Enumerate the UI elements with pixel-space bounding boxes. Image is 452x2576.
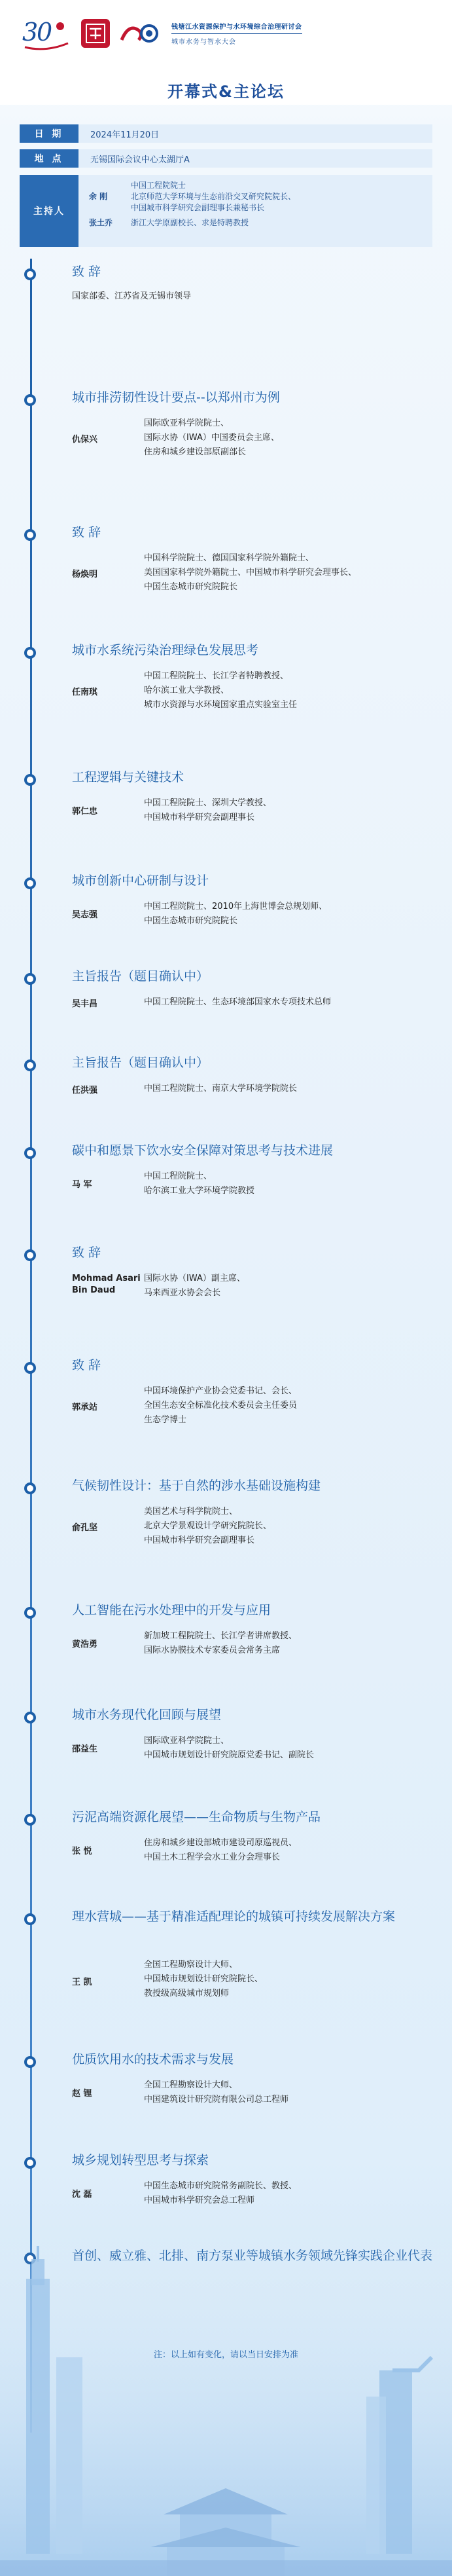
session-bio: 马来西亚水协会会长 bbox=[144, 1288, 221, 1298]
timeline-dot-icon bbox=[24, 2157, 36, 2169]
logo-bar bbox=[20, 10, 302, 56]
host-title: 中国城市科学研究会副理事长兼秘书长 bbox=[131, 203, 265, 212]
session-topic: 致 辞 bbox=[72, 1245, 101, 1260]
session-bio: 美国艺术与科学院院士、 bbox=[144, 1507, 238, 1517]
speaker-name: 任南琪 bbox=[72, 688, 98, 697]
timeline-dot-icon bbox=[24, 1147, 36, 1159]
session-bio: 国际水协（IWA）中国委员会主席、 bbox=[144, 433, 279, 443]
host-label: 主持人 bbox=[20, 175, 78, 247]
session-bio: 住房和城乡建设部城市建设司原巡视员、 bbox=[144, 1838, 298, 1848]
speaker-name: 郭承站 bbox=[72, 1403, 98, 1412]
session-bio: 国家部委、江苏省及无锡市领导 bbox=[72, 291, 192, 301]
timeline-dot-icon bbox=[24, 394, 36, 406]
timeline-dot-icon bbox=[24, 1362, 36, 1374]
session-bio: 哈尔滨工业大学教授、 bbox=[144, 686, 230, 695]
session-topic: 城市排涝韧性设计要点--以郑州市为例 bbox=[72, 390, 280, 405]
session-bio: 中国城市科学研究会副理事长 bbox=[144, 1536, 255, 1545]
host-entry bbox=[89, 202, 296, 213]
speaker-name: 马 军 bbox=[72, 1180, 92, 1190]
svg-text:0: 0 bbox=[37, 18, 53, 46]
page-title: 开幕式&主论坛 bbox=[167, 83, 285, 101]
place-value: 无锡国际会议中心太湖厅A bbox=[90, 155, 190, 165]
footer-note: 注：以上如有变化，请以当日安排为准 bbox=[153, 2350, 298, 2360]
svg-text:3: 3 bbox=[22, 18, 39, 46]
place-label: 地 点 bbox=[20, 149, 78, 168]
timeline-dot-icon bbox=[24, 1913, 36, 1925]
session-topic: 碳中和愿景下饮水安全保障对策思考与技术进展 bbox=[72, 1143, 334, 1158]
session-bio: 中国工程院院士、 bbox=[144, 1171, 213, 1181]
speaker-name: 沈 磊 bbox=[72, 2190, 92, 2199]
session-topic: 主旨报告（题目确认中） bbox=[72, 1056, 209, 1070]
session-bio: 住房和城乡建设部原副部长 bbox=[144, 447, 247, 457]
session-bio: 全国工程勘察设计大师、 bbox=[144, 2080, 238, 2090]
session-bio: 中国生态城市研究院院长 bbox=[144, 582, 238, 592]
timeline-dot-icon bbox=[24, 529, 36, 541]
session-topic: 主旨报告（题目确认中） bbox=[72, 969, 209, 984]
timeline-dot-icon bbox=[24, 1059, 36, 1071]
session-bio: 中国土木工程学会水工业分会理事长 bbox=[144, 1852, 281, 1862]
session-topic: 致 辞 bbox=[72, 265, 101, 279]
host-name: 张土乔 bbox=[89, 218, 113, 227]
speaker-name: 邵益生 bbox=[72, 1744, 98, 1754]
host-entry bbox=[89, 180, 296, 191]
session-bio: 新加坡工程院院士、长江学者讲席教授、 bbox=[144, 1631, 298, 1641]
timeline-dot-icon bbox=[24, 1814, 36, 1826]
timeline-dot-icon bbox=[24, 1482, 36, 1494]
speaker-name: 吴志强 bbox=[72, 910, 98, 920]
session-topic: 气候韧性设计：基于自然的涉水基础设施构建 bbox=[72, 1479, 321, 1493]
session-topic: 优质饮用水的技术需求与发展 bbox=[72, 2052, 234, 2067]
speaker-name: Mohmad Asari Bin Daud bbox=[72, 1274, 141, 1295]
session-bio: 城市水资源与水环境国家重点实验室主任 bbox=[144, 700, 298, 710]
session-bio: 中国环境保护产业协会党委书记、会长、 bbox=[144, 1386, 298, 1396]
session-topic: 致 辞 bbox=[72, 1358, 101, 1372]
session-bio: 北京大学景观设计学研究院院长、 bbox=[144, 1521, 272, 1531]
session-bio: 全国工程勘察设计大师、 bbox=[144, 1960, 238, 1970]
conference-name bbox=[171, 21, 302, 46]
session-bio: 全国生态安全标准化技术委员会主任委员 bbox=[144, 1401, 298, 1410]
session-bio: 中国城市规划设计研究院原党委书记、副院长 bbox=[144, 1750, 315, 1760]
host-title: 北京师范大学环境与生态前沿交叉研究院院长、 bbox=[131, 192, 296, 201]
conference-name-line1: 钱塘江水资源保护与水环境综合治理研讨会 bbox=[171, 24, 302, 31]
session-bio: 美国国家科学院外籍院士、中国城市科学研究会理事长、 bbox=[144, 568, 357, 578]
session-bio: 生态学博士 bbox=[144, 1415, 187, 1425]
timeline-dot-icon bbox=[24, 268, 36, 280]
speaker-name: 黄浩勇 bbox=[72, 1640, 98, 1649]
session-topic: 城乡规划转型思考与探索 bbox=[72, 2153, 209, 2167]
speaker-name: 仇保兴 bbox=[72, 435, 98, 445]
host-title: 浙江大学原副校长、求是特聘教授 bbox=[131, 218, 249, 227]
speaker-name: 王 凯 bbox=[72, 1978, 92, 1987]
host-title: 中国工程院院士 bbox=[131, 181, 186, 190]
speaker-name: 俞孔坚 bbox=[72, 1523, 98, 1533]
session-bio: 教授级高级城市规划师 bbox=[144, 1989, 230, 1998]
timeline-dot-icon bbox=[24, 774, 36, 786]
session-topic: 城市水务现代化回顾与展望 bbox=[72, 1708, 222, 1722]
organizer-logo bbox=[81, 19, 110, 48]
header bbox=[0, 0, 452, 105]
session-bio: 国际水协膜技术专家委员会常务主席 bbox=[144, 1646, 281, 1655]
session-topic: 致 辞 bbox=[72, 525, 101, 540]
session-bio: 中国科学院院士、德国国家科学院外籍院士、 bbox=[144, 553, 315, 563]
host-list bbox=[78, 175, 296, 247]
timeline-dot-icon bbox=[24, 647, 36, 659]
timeline-dot-icon bbox=[24, 973, 36, 985]
timeline-dot-icon bbox=[24, 1249, 36, 1261]
session-topic: 城市创新中心研制与设计 bbox=[72, 874, 209, 888]
timeline-dot-icon bbox=[24, 1607, 36, 1619]
timeline-dot-icon bbox=[24, 2056, 36, 2068]
host-entry bbox=[89, 217, 296, 229]
session-bio: 国际欧亚科学院院士、 bbox=[144, 418, 230, 428]
session-bio: 中国城市科学研究会总工程师 bbox=[144, 2196, 255, 2205]
session-bio: 中国生态城市研究院常务副院长、教授、 bbox=[144, 2181, 298, 2191]
session-bio: 中国工程院院士、生态环境部国家水专项技术总师 bbox=[144, 997, 332, 1007]
session-topic: 城市水系统污染治理绿色发展思考 bbox=[72, 643, 259, 657]
session-bio: 中国工程院院士、南京大学环境学院院长 bbox=[144, 1084, 298, 1094]
session-topic: 理水营城——基于精准适配理论的城镇可持续发展解决方案 bbox=[72, 1909, 396, 1924]
conference-name-line2: 城市水务与智水大会 bbox=[171, 33, 302, 46]
speaker-name: 赵 锂 bbox=[72, 2089, 92, 2099]
session-bio: 哈尔滨工业大学环境学院教授 bbox=[144, 1186, 255, 1196]
speaker-name: 杨焕明 bbox=[72, 570, 98, 580]
date-row bbox=[20, 124, 432, 143]
session-bio: 中国生态城市研究院院长 bbox=[144, 916, 238, 926]
host-row bbox=[20, 175, 432, 247]
session-bio: 国际水协（IWA）副主席、 bbox=[144, 1274, 245, 1283]
session-bio: 国际欧亚科学院院士、 bbox=[144, 1736, 230, 1746]
session-bio: 中国工程院院士、2010年上海世博会总规划师、 bbox=[144, 902, 328, 911]
timeline-dot-icon bbox=[24, 877, 36, 889]
speaker-name: 郭仁忠 bbox=[72, 807, 98, 817]
speaker-name: 张 悦 bbox=[72, 1847, 92, 1856]
session-bio: 中国城市科学研究会副理事长 bbox=[144, 813, 255, 822]
timeline-line bbox=[30, 259, 32, 2433]
date-label: 日 期 bbox=[20, 124, 78, 143]
session-bio: 中国工程院院士、长江学者特聘教授、 bbox=[144, 671, 289, 681]
session-topic: 污泥高端资源化展望——生命物质与生物产品 bbox=[72, 1810, 321, 1824]
city-skyline-illustration bbox=[0, 2239, 452, 2576]
session-bio: 中国工程院院士、深圳大学教授、 bbox=[144, 798, 272, 808]
session-topic: 工程逻辑与关键技术 bbox=[72, 770, 184, 784]
timeline-dot-icon bbox=[24, 1712, 36, 1723]
speaker-name: 任洪强 bbox=[72, 1086, 98, 1095]
session-bio: 中国建筑设计研究院有限公司总工程师 bbox=[144, 2095, 289, 2105]
session-bio: 中国城市规划设计研究院院长、 bbox=[144, 1974, 264, 1984]
place-row bbox=[20, 149, 432, 168]
speaker-name: 吴丰昌 bbox=[72, 999, 98, 1009]
date-value: 2024年11月20日 bbox=[90, 130, 160, 140]
session-topic: 人工智能在污水处理中的开发与应用 bbox=[72, 1603, 271, 1617]
host-entry bbox=[89, 191, 296, 202]
china-brand-logo bbox=[119, 20, 158, 46]
host-name: 余 刚 bbox=[89, 192, 108, 201]
anniversary-logo bbox=[20, 12, 72, 55]
